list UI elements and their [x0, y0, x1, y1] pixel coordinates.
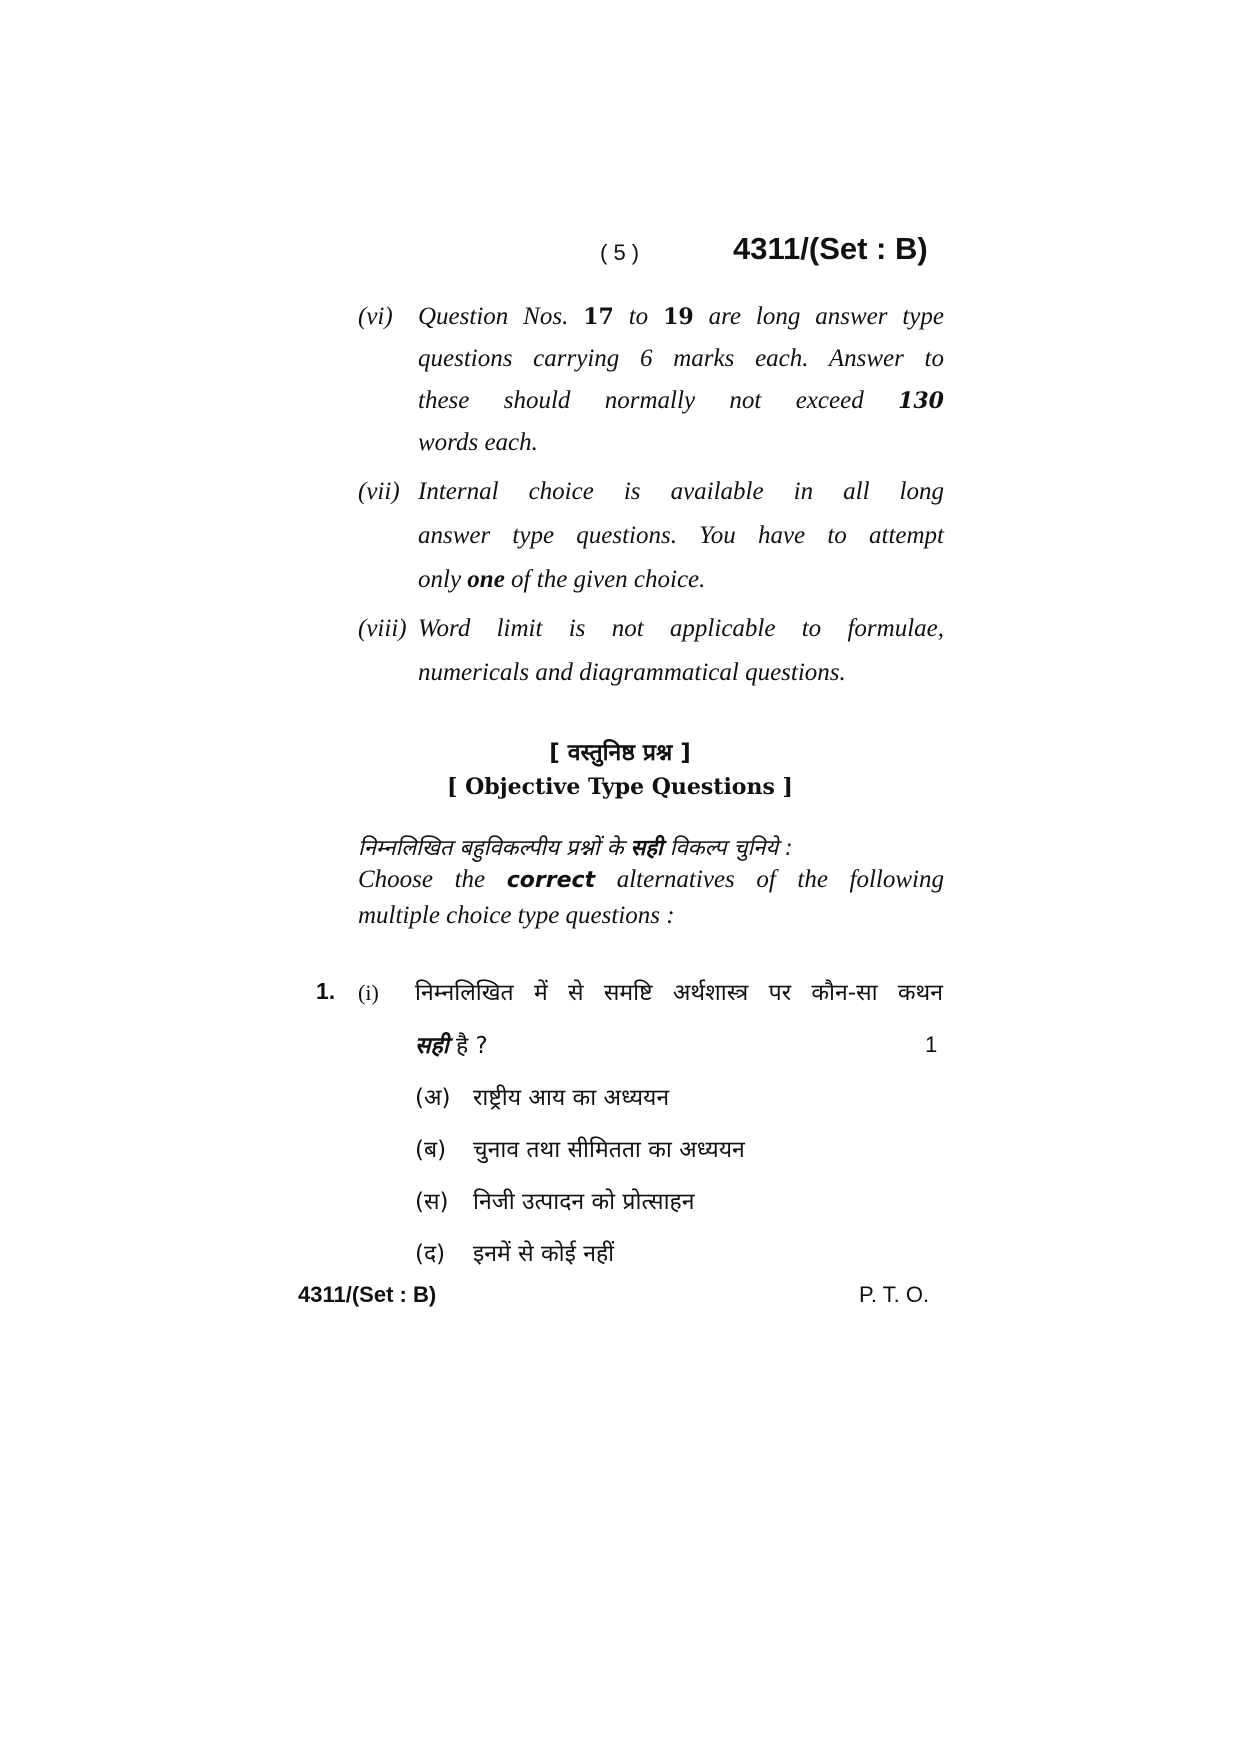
instruction-line: these should normally not exceed 130 [418, 387, 944, 414]
instruction-line: only one of the given choice. [418, 566, 706, 593]
footer-paper-code: 4311/(Set : B) [298, 1282, 437, 1307]
option-text: राष्ट्रीय आय का अध्ययन [473, 1085, 670, 1111]
option-d [415, 1236, 614, 1268]
question-subpart: (i) [358, 980, 379, 1005]
question-number: 1. [316, 978, 336, 1004]
option-label: (अ) [415, 1085, 451, 1111]
instruction-line: numericals and diagrammatical questions. [418, 659, 846, 686]
instruction-line: Internal choice is available in all long [418, 478, 944, 505]
instruction-viii [358, 615, 944, 705]
section-heading-hindi: [ वस्तुनिष्ठ प्रश्न ] [549, 740, 691, 766]
bold-emphasis: correct [506, 868, 596, 893]
page-number: ( 5 ) [600, 240, 640, 265]
footer-pto: P. T. O. [859, 1282, 930, 1307]
option-label: (द) [415, 1241, 446, 1267]
bold-emphasis: सही [630, 836, 663, 861]
instruction-line: Question Nos. 17 to 19 are long answer type [418, 303, 944, 330]
question-text-continued: सही है ? [415, 1033, 488, 1059]
bold-number: 19 [663, 304, 694, 330]
paper-code-header: 4311/(Set : B) [733, 231, 928, 266]
question-marks: 1 [925, 1032, 938, 1057]
instruction-line: answer type questions. You have to attempt [418, 522, 944, 549]
instruction-vii [358, 478, 944, 608]
question-text: निम्नलिखित में से समष्टि अर्थशास्त्र पर कौन-सा कथन [415, 980, 943, 1006]
option-c [415, 1184, 695, 1216]
bold-number: 130 [898, 388, 944, 414]
directions-english-line: multiple choice type questions : [358, 902, 675, 929]
section-heading-english: [ Objective Type Questions ] [447, 774, 793, 800]
bold-emphasis: सही [415, 1033, 449, 1059]
bold-number: 17 [583, 304, 614, 330]
directions-hindi: निम्नलिखित बहुविकल्पीय प्रश्नों के सही विकल्प चुनिये : [358, 836, 793, 861]
option-b [415, 1132, 745, 1164]
instruction-line: Word limit is not applicable to formulae, [418, 615, 944, 642]
option-label: (ब) [415, 1137, 447, 1163]
bold-emphasis: one [467, 566, 505, 593]
instruction-number: (vii) [358, 478, 400, 505]
directions-english-line: Choose the correct alternatives of the following [358, 866, 945, 893]
option-label: (स) [415, 1189, 449, 1215]
instruction-line: words each. [418, 429, 538, 456]
option-text: इनमें से कोई नहीं [473, 1241, 615, 1267]
option-text: निजी उत्पादन को प्रोत्साहन [473, 1189, 695, 1215]
option-text: चुनाव तथा सीमितता का अध्ययन [473, 1137, 745, 1163]
option-a [415, 1080, 669, 1112]
instruction-number: (vi) [358, 303, 393, 330]
instruction-line: questions carrying 6 marks each. Answer to [418, 345, 944, 372]
instruction-vi [358, 303, 944, 463]
instruction-number: (viii) [358, 615, 407, 642]
